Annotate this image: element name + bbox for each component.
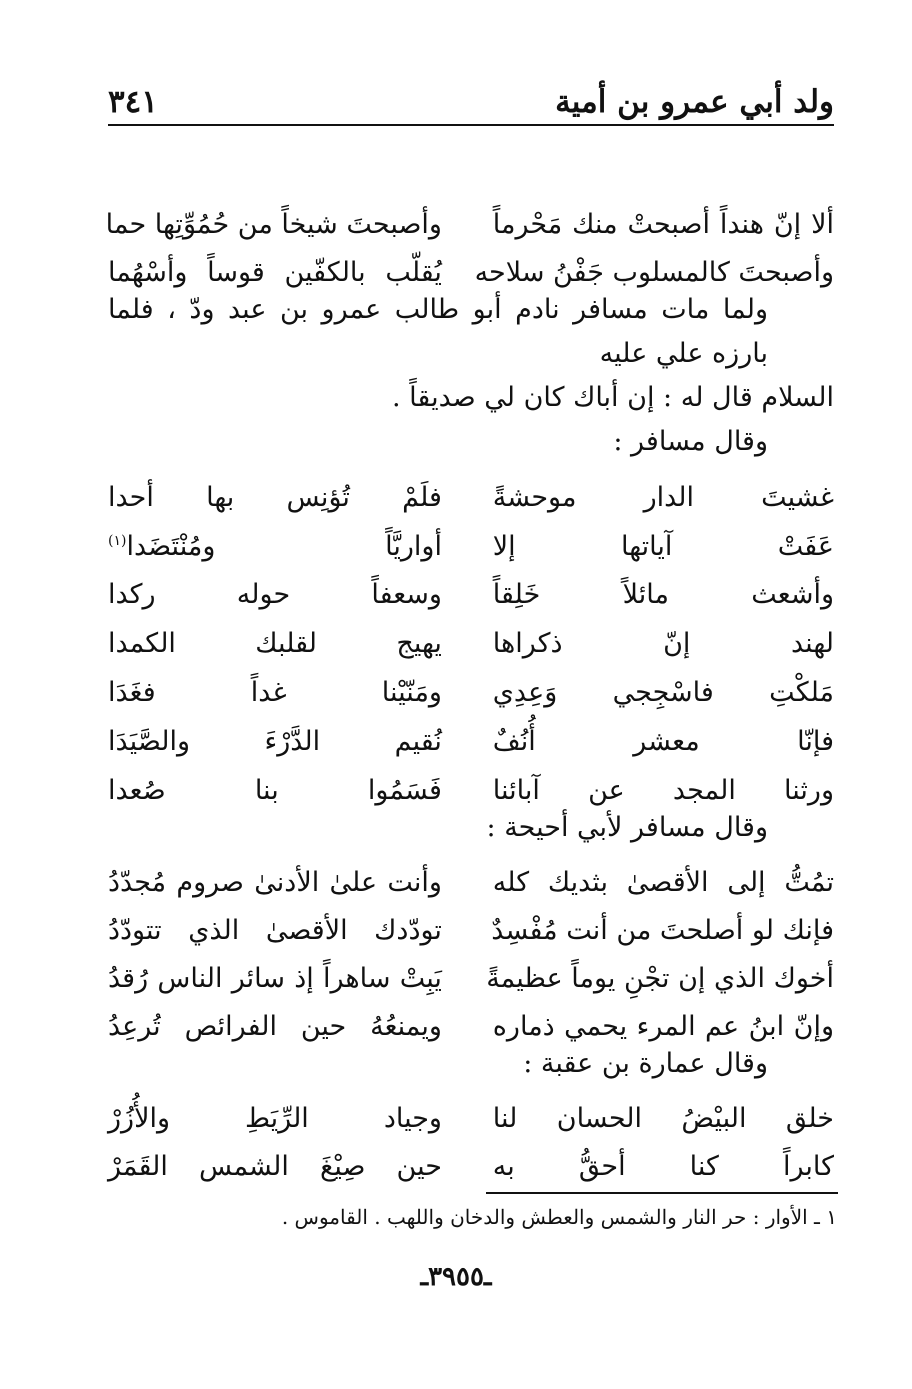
verse-line: [108, 610, 834, 659]
verse-line: [108, 562, 834, 611]
verse-second-hemistich: يهيج لقلبك الكمدا: [108, 628, 442, 660]
verse-first-hemistich: غشيتَ الدار موحشةً: [492, 481, 834, 513]
verse-line: [108, 659, 834, 708]
verse-first-hemistich: لهند إنّ ذكراها: [492, 628, 834, 660]
footnote-marker: (١): [108, 532, 127, 549]
verse-first-hemistich: خلق البيْضُ الحسان لنا: [492, 1102, 834, 1134]
verse-line: [108, 240, 834, 288]
poem-intro: وقال مسافر :: [613, 426, 768, 457]
verse-line: [108, 708, 834, 757]
verse-second-hemistich: وجياد الرِّيَطِ والأُزُرْ: [108, 1102, 442, 1134]
verse-second-hemistich: نُقيم الدَّرْءَ والصَّيَدَا: [108, 725, 442, 757]
folio-number: ـ٣٩٥٥ـ: [420, 1262, 492, 1292]
verse-second-hemistich: يُقلّب بالكفّين قوساً وأسْهُما: [108, 257, 442, 288]
page-number: ٣٤١: [108, 84, 158, 120]
verse-first-hemistich: وإنّ ابنُ عم المرء يحمي ذماره: [492, 1010, 834, 1042]
verse-line: [108, 994, 834, 1042]
verse-second-hemistich: وأنت علىٰ الأدنىٰ صروم مُجدّدُ: [108, 866, 442, 898]
verse-second-hemistich: ويمنعُهُ حين الفرائص تُرعِدُ: [108, 1010, 442, 1042]
verse-first-hemistich: فإنك لو أصلحتَ من أنت مُفْسِدٌ: [491, 914, 834, 946]
verse-second-hemistich: فَسَمُوا بنا صُعدا: [108, 774, 442, 806]
verse-second-hemistich: [108, 531, 442, 562]
verse-second-hemistich: وأصبحتَ شيخاً من حُمُوِّتِها حما: [105, 209, 442, 240]
verse-first-hemistich: كابراً كنا أحقُّ به: [492, 1150, 834, 1182]
verse-line: [108, 946, 834, 994]
footnote-separator: [486, 1192, 838, 1194]
verse-first-hemistich: فإنّا معشر أُنُفٌ: [492, 725, 834, 757]
verse-line: [108, 757, 834, 806]
verse-first-hemistich: ورثنا المجد عن آبائنا: [492, 774, 834, 806]
running-header: [108, 80, 834, 126]
verse-second-hemistich: ومَنّيْنا غداً فغَدَا: [108, 676, 442, 708]
verse-second-hemistich: حين صِيْغَ الشمس القَمَرْ: [108, 1150, 442, 1182]
verse-second-hemistich: فلَمْ تُؤنِس بها أحدا: [108, 481, 442, 513]
verse-line: [108, 850, 834, 898]
prose-paragraph-line: ولما مات مسافر نادم أبو طالب عمرو بن عبد ودّ ، فلما بارزه علي عليه: [108, 294, 768, 369]
verse-first-hemistich: وأصبحتَ كالمسلوب جَفْنُ سلاحه: [474, 257, 834, 288]
verse-line: [108, 513, 834, 562]
footnote: ١ ـ الأوار : حر النار والشمس والعطش والدخان واللهب . القاموس .: [281, 1205, 837, 1229]
verse-second-hemistich: وسعفاً حوله ركدا: [108, 579, 442, 611]
verse-first-hemistich: مَلكْتِ فاسْجِجي وَعِدِي: [492, 676, 834, 708]
running-title: ولد أبي عمرو بن أمية: [555, 84, 834, 120]
verse-first-hemistich: أخوك الذي إن تجْنِ يوماً عظيمةً: [486, 962, 834, 994]
verse-second-hemistich: تودّدك الأقصىٰ الذي تتودّدُ: [108, 914, 442, 946]
poem-intro: وقال عمارة بن عقبة :: [523, 1047, 768, 1079]
verse-line: [108, 1086, 834, 1134]
verse-line: [108, 898, 834, 946]
prose-paragraph-line: السلام قال له : إن أباك كان لي صديقاً .: [392, 382, 834, 413]
verse-first-hemistich: ألا إنّ هنداً أصبحتْ منك مَحْرماً: [492, 209, 834, 240]
verse-line: [105, 192, 834, 240]
verse-second-hemistich: يَبِتْ ساهراً إذ سائر الناس رُقدُ: [108, 962, 442, 994]
verse-second-hemistich-text: أواريَّاً ومُنْتَضَدا: [126, 530, 442, 562]
page-body: [105, 192, 834, 1182]
verse-first-hemistich: عَفَتْ آياتها إلا: [492, 530, 834, 562]
verse-first-hemistich: وأشعث مائلاً خَلِقاً: [492, 579, 834, 611]
verse-line: [108, 464, 834, 513]
verse-line: [108, 1134, 834, 1182]
verse-first-hemistich: تمُتُّ إلى الأقصىٰ بثديك كله: [492, 866, 834, 898]
poem-intro: وقال مسافر لأبي أحيحة :: [486, 811, 768, 843]
